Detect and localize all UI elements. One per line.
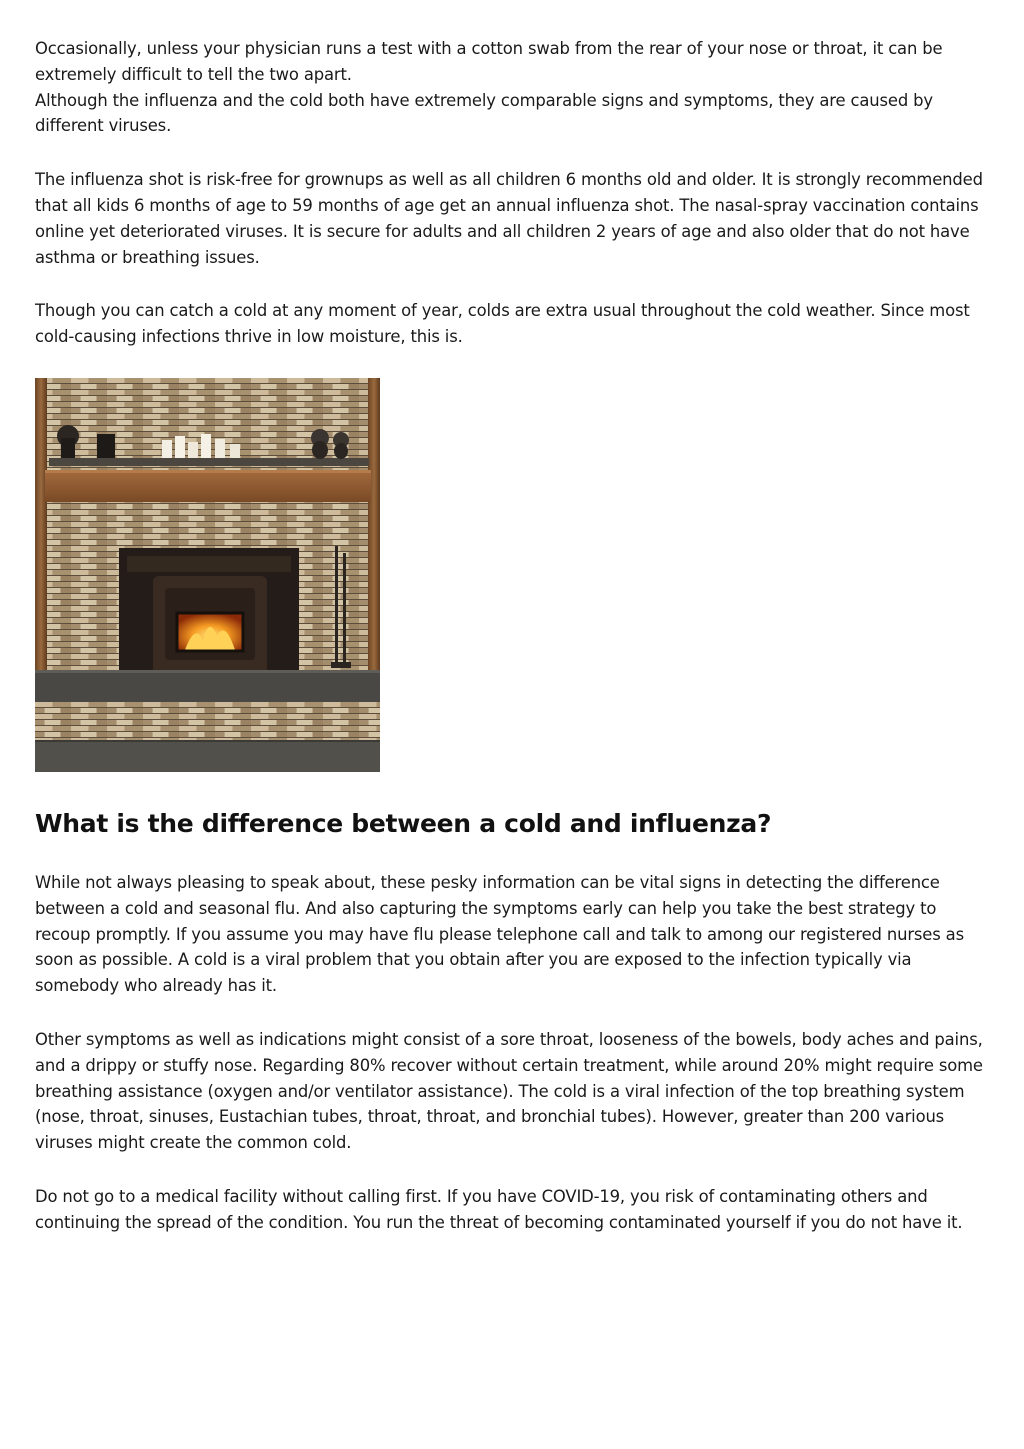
paragraph-medical-facility: Do not go to a medical facility without calling first. If you have COVID-19, you risk of contaminating others and continuing the spread of the condition. You run the threat of becoming contaminated yourself if you do not have it. [35,1186,963,1232]
paragraph-cold-season: Though you can catch a cold at any moment of year, colds are extra usual throughout the cold weather. Since most cold-causing infections thrive in low moisture, this is. [35,301,970,347]
paragraph-intro: Occasionally, unless your physician runs a test with a cotton swab from the rear of your nose or throat, it can be extremely difficult to tell the two apart. [35,39,943,84]
fireplace-photo [35,378,380,772]
paragraph-symptoms: Other symptoms as well as indications might consist of a sore throat, looseness of the bowels, body aches and pains, and a drippy or stuffy nose. Regarding 80% recover without certain treatment, while around 20% might require some breathing assistance (oxygen and/or ventilator assistance). The cold is a viral infection of the top breathing system (nose, throat, sinuses, Eustachian tubes, throat, throat, and bronchial tubes). However, greater than 200 various viruses might create the common cold. [35,1029,983,1153]
paragraph-difference: While not always pleasing to speak about, these pesky information can be vital signs in detecting the difference between a cold and seasonal flu. And also capturing the symptoms early can help you take the best strategy to recoup promptly. If you assume you may have flu please telephone call and talk to among our registered nurses as soon as possible. A cold is a viral problem that you obtain after you are exposed to the infection typically via somebody who already has it. [35,872,964,996]
paragraph-flu-shot: The influenza shot is risk-free for grownups as well as all children 6 months old and older. It is strongly recommended that all kids 6 months of age to 59 months of age get an annual influenza shot. The nasal-spray vaccination contains online yet deteriorated viruses. It is secure for adults and all children 2 years of age and also older that do not have asthma or breathing issues. [35,170,983,267]
article [35,36,985,1236]
section-heading: What is the difference between a cold and influenza? [35,808,772,838]
paragraph-intro-continued: Although the influenza and the cold both have extremely comparable signs and symptoms, they are caused by different viruses. [35,90,933,136]
